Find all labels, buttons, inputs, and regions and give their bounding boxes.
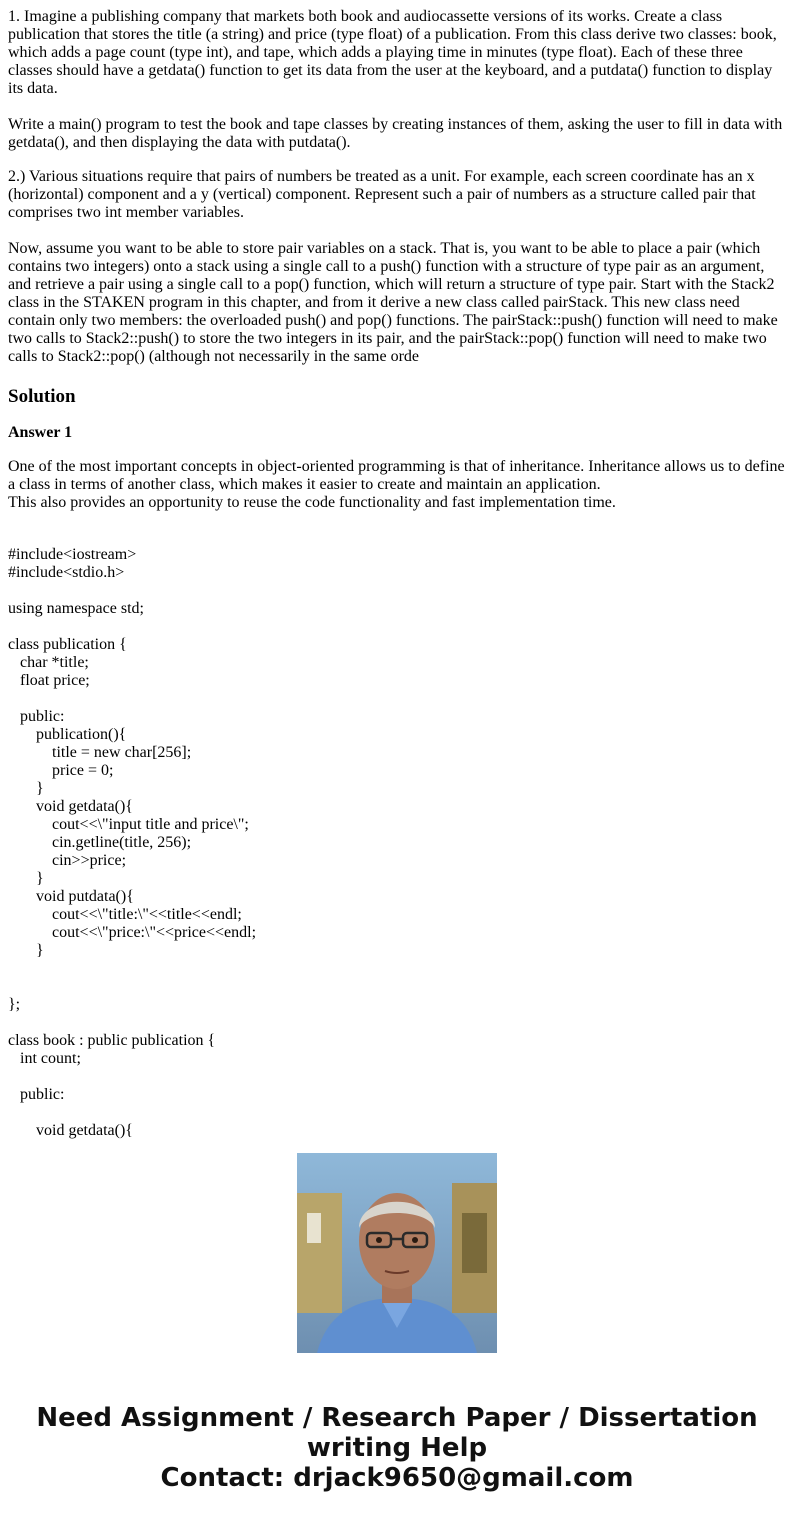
solution-heading: Solution [8, 386, 76, 407]
author-photo-icon [297, 1153, 497, 1353]
code-listing: #include<iostream> #include<stdio.h> using namespace std; class publication { char *title; float price; public: publication(){ title = new char[256]; price = 0; } void getdata(){ cout<<\"input title and price\"; cin.getline(title, 256); cin>>price; } void putdata(){ cout<<\"title:\"<<title<<endl; cout<<\"price:\"<<price<<endl; } }; class book : public publication { int count; public: void getdata(){ [8, 546, 257, 1139]
promo-contact: Contact: drjack9650@gmail.com [160, 1463, 634, 1493]
document-content [8, 0, 788, 1139]
answer-intro-line-2: This also provides an opportunity to reuse the code functionality and fast implementation time. [8, 494, 616, 511]
promo-banner [0, 1403, 794, 1493]
answer-intro [8, 458, 788, 512]
author-photo [297, 1153, 497, 1353]
promo-line-2: writing Help [306, 1433, 488, 1463]
promo-line-1: Need Assignment / Research Paper / Dissertation [36, 1403, 758, 1433]
question-2-paragraph-2: Now, assume you want to be able to store pair variables on a stack. That is, you want to be able to place a pair (which contains two integers) onto a stack using a single call to a push() function with a structure of type pair as an argument, and retrieve a pair using a single call to a pop() function, which will return a structure of type pair. Start with the Stack2 class in the STAKEN program in this chapter, and from it derive a new class called pairStack. This new class need contain only two members: the overloaded push() and pop() functions. The pairStack::push() function will need to make two calls to Stack2::push() to store the two integers in its pair, and the pairStack::pop() function will need to make two calls to Stack2::pop() (although not necessarily in the same orde [8, 240, 778, 365]
question-1-paragraph: 1. Imagine a publishing company that markets both book and audiocassette versions of its works. Create a class publication that stores the title (a string) and price (type float) of a publication. From this class derive two classes: book, which adds a page count (type int), and tape, which adds a playing time in minutes (type float). Each of these three classes should have a getdata() function to get its data from the user at the keyboard, and a putdata() function to display its data. [8, 8, 777, 97]
question-1-paragraph-2: Write a main() program to test the book and tape classes by creating instances of them, asking the user to fill in data with getdata(), and then displaying the data with putdata(). [8, 116, 783, 151]
answer-intro-line-1: One of the most important concepts in object-oriented programming is that of inheritance. Inheritance allows us to define a class in terms of another class, which makes it easier to create and maintain an application. [8, 458, 785, 493]
answer-heading: Answer 1 [8, 424, 73, 441]
question-2-paragraph: 2.) Various situations require that pairs of numbers be treated as a unit. For example, each screen coordinate has an x (horizontal) component and a y (vertical) component. Represent such a pair of numbers as a structure called pair that comprises two int member variables. [8, 168, 756, 221]
